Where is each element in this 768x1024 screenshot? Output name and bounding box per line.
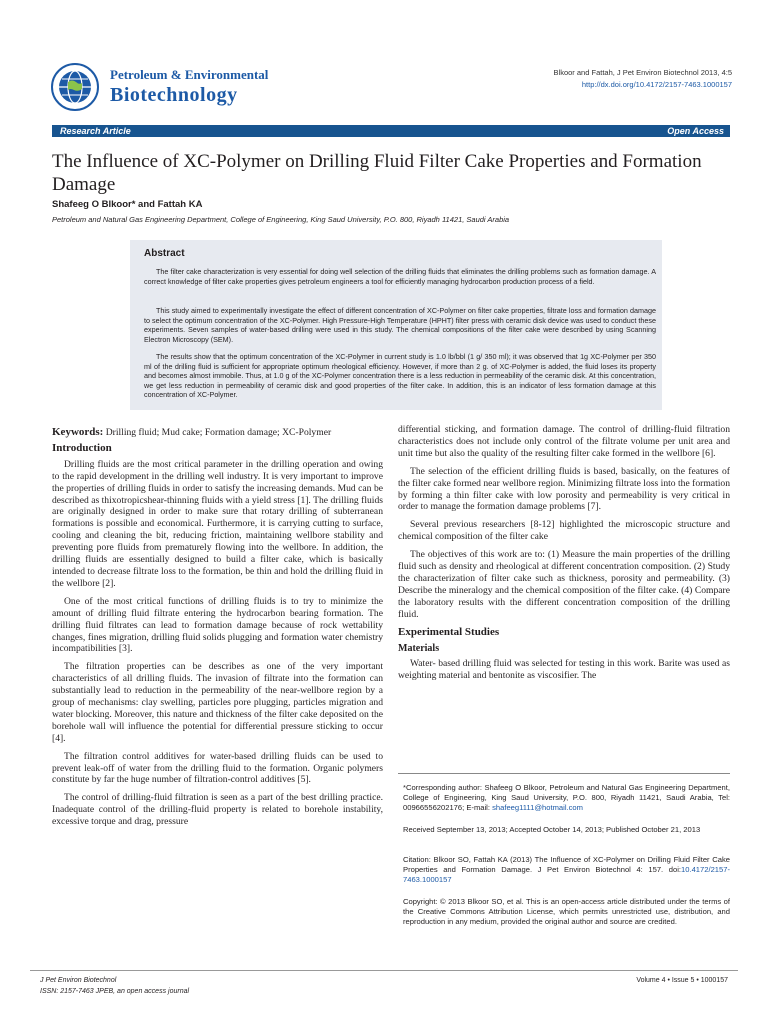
journal-name-line1: Petroleum & Environmental [110, 67, 269, 82]
materials-heading: Materials [398, 642, 440, 654]
keywords-text: Drilling fluid; Mud cake; Formation damage; XC-Polymer [103, 427, 332, 438]
introduction-heading: Introduction [52, 441, 112, 454]
header-doi-link[interactable]: http://dx.doi.org/10.4172/2157-7463.1000157 [581, 80, 732, 89]
footer-journal-abbrev: J Pet Environ Biotechnol [40, 977, 117, 984]
footer-volume-info: Volume 4 • Issue 5 • 1000157 [636, 977, 728, 984]
intro-paragraph-3: The filtration properties can be describes as one of the very important characteristics of all drilling fluids. The invasion of filtrate into the formation can substantially lead to reduction in the permeability of the near-wellbore region by a group of mechanisms: clay swelling, particles pore plugging, particles migration and water blocking. Moreover, this nature and thickness of the filter cake deposited on the borehole wall will influence the potential for differential pressure sticking to occur [4]. [52, 661, 383, 744]
right-column [398, 424, 730, 682]
article-title: The Influence of XC-Polymer on Drilling Fluid Filter Cake Properties and Formation Damage [52, 151, 702, 195]
footer-divider [30, 970, 738, 971]
intro-paragraph-4: The filtration control additives for water-based drilling fluids can be used to prevent leak-off of water from the drilling fluid to the formation. Organic polymers constitute by far the huge number of filtration-control additives [5]. [52, 750, 383, 786]
right-paragraph-2: The selection of the efficient drilling fluids is based, basically, on the features of the filter cake formed near wellbore region. Minimizing filtrate loss into the formation by forming a thin filter cake with low porosity and permeability is very critical in order to manage the formation damage problems [7]. [398, 465, 730, 513]
author-email-link[interactable]: shafeeg1111@hotmail.com [492, 802, 583, 812]
dates-note: Received September 13, 2013; Accepted October 14, 2013; Published October 21, 2013 [403, 825, 701, 834]
experimental-studies-heading: Experimental Studies [398, 625, 500, 638]
materials-paragraph: Water- based drilling fluid was selected for testing in this work. Barite was used as weighting material and bentonite as viscosifier. The [398, 658, 730, 682]
citation-note [403, 855, 730, 884]
abstract-paragraph-2: This study aimed to experimentally investigate the effect of different concentration of XC-Polymer on filter cake properties, filtrate loss and formation damage to select the optimum concentration of the XC-Polymer. High Pressure-High Temperature (HPHT) filter press with ceramic disk device was used to conduct these experiments. Seven samples of water-based drilling were used in this study. The chemical compositions of the filter cake were described by using Scanning Electron Microscopy (SEM). [144, 306, 656, 344]
left-column [52, 427, 383, 828]
journal-logo-icon [50, 62, 100, 112]
open-access-label: Open Access [667, 126, 724, 136]
corresponding-author-note [403, 783, 730, 812]
citation-text: Citation: Blkoor SO, Fattah KA (2013) The Influence of XC-Polymer on Drilling Fluid Filter Cake Properties and Formation Damage. J Pet Environ Biotechnol 4: 157. doi: [403, 855, 730, 874]
author-affiliation: Petroleum and Natural Gas Engineering Department, College of Engineering, King Saud University, P.O. 800, Riyadh 11421, Saudi Arabia [52, 215, 510, 224]
article-type-label: Research Article [60, 126, 131, 136]
keywords-label: Keywords: [52, 426, 104, 438]
corresponding-author-text: *Corresponding author: Shafeeg O Blkoor, Petroleum and Natural Gas Engineering Department, College of Engineering, King Saud University, P.O. 800, Riyadh 11421, Saudi Arabia, Tel: 00966556202176; E-mail: [403, 783, 730, 812]
keywords-line [52, 427, 383, 439]
intro-paragraph-1: Drilling fluids are the most critical parameter in the drilling operation and owing to the rapid development in the drilling well industry. It is very important to improve the properties of drilling fluids in order to satisfy the increasing demands. Mud can be described as thixotropicshear-thinning fluids with a yield stress [1]. The drilling fluids are originally designed in order to make sure that rotary drilling of subterranean formations is possible and economical. Furthermore, it is carrying cutting to surface, cooling and cleaning the bit, reducing friction, maintaining wellbore stability and preventing pore fluids from prematurely flowing into the wellbore. In addition, the drilling fluids are essentially designed to build a filter cake, which is basically intended to decrease filtrate loss to the formation, be thin and hold the drilling fluid in the wellbore [2]. [52, 458, 383, 589]
intro-paragraph-2: One of the most critical functions of drilling fluids is to try to minimize the amount of drilling fluid filtrate entering the hydrocarbon bearing formation. The drilling fluid filtrates can lead to formation damage because of rock wettability changes, fines migration, drilling fluid solids plugging and formation water chemistry incompatibilities [3]. [52, 595, 383, 655]
abstract-paragraph-3: The results show that the optimum concentration of the XC-Polymer in current study is 1.0 lb/bbl (1 g/ 350 ml); it was observed that 1g XC-Polymer per 350 ml of the drilling fluid is sufficient for appropriate optimum rheological efficiency. However, if more than 2 g. of XC-Polymer is added, the fluid loses its property and becomes almost immobile. Thus, at 1.0 g of the XC-Polymer concentration there is a less reduction in permeability of the ceramic disk. At this concentration, we get less reduction in permeability of ceramic disk and good properties of the filter cake. In addition, this is an indicator of less formation damage at this concentration of XC-Polymer. [144, 352, 656, 400]
right-paragraph-4: The objectives of this work are to: (1) Measure the main properties of the drilling fluid such as density and rheological at different concentration composition. (2) Study the characterization of filter cake such as thickness, porosity and permeability. (3) Describe the mineralogy and the chemical composition of the filter cake. (4) Compare the laboratory results with the different concentration composition of the drilling fluid. [398, 549, 730, 620]
right-paragraph-3: Several previous researchers [8-12] highlighted the microscopic structure and chemical composition of the filter cake [398, 519, 730, 543]
article-authors: Shafeeg O Blkoor* and Fattah KA [52, 199, 203, 210]
copyright-note: Copyright: © 2013 Blkoor SO, et al. This is an open-access article distributed under the terms of the Creative Commons Attribution License, which permits unrestricted use, distribution, and reproduction in any medium, provided the original author and source are credited. [403, 897, 730, 926]
abstract-paragraph-1: The filter cake characterization is very essential for doing well selection of the drilling fluids that eliminates the drilling problems such as formation damage. A correct knowledge of filter cake properties gives petroleum engineers a tool for efficiently managing hydrocarbon production process of a field. [144, 267, 656, 286]
right-paragraph-1: differential sticking, and formation damage. The control of drilling-fluid filtration characteristics does not include only control of the filtrate volume per unit area and unit time but also the quality of the resulting filter cake formed in the wellbore [6]. [398, 424, 730, 459]
header-citation: Blkoor and Fattah, J Pet Environ Biotechnol 2013, 4:5 [553, 68, 732, 77]
footer-issn: ISSN: 2157-7463 JPEB, an open access journal [40, 988, 190, 995]
journal-name-line2: Biotechnology [110, 84, 238, 106]
abstract-heading: Abstract [144, 248, 185, 259]
citation-doi-link[interactable]: 10.4172/2157-7463.1000157 [403, 864, 730, 884]
footnote-divider [398, 773, 730, 774]
article-type-bar [52, 125, 730, 137]
intro-paragraph-5: The control of drilling-fluid filtration is seen as a part of the best drilling practice. Inadequate control of the drilling-fluid property is related to borehole instability, excessive torque and drag, pressure [52, 792, 383, 828]
